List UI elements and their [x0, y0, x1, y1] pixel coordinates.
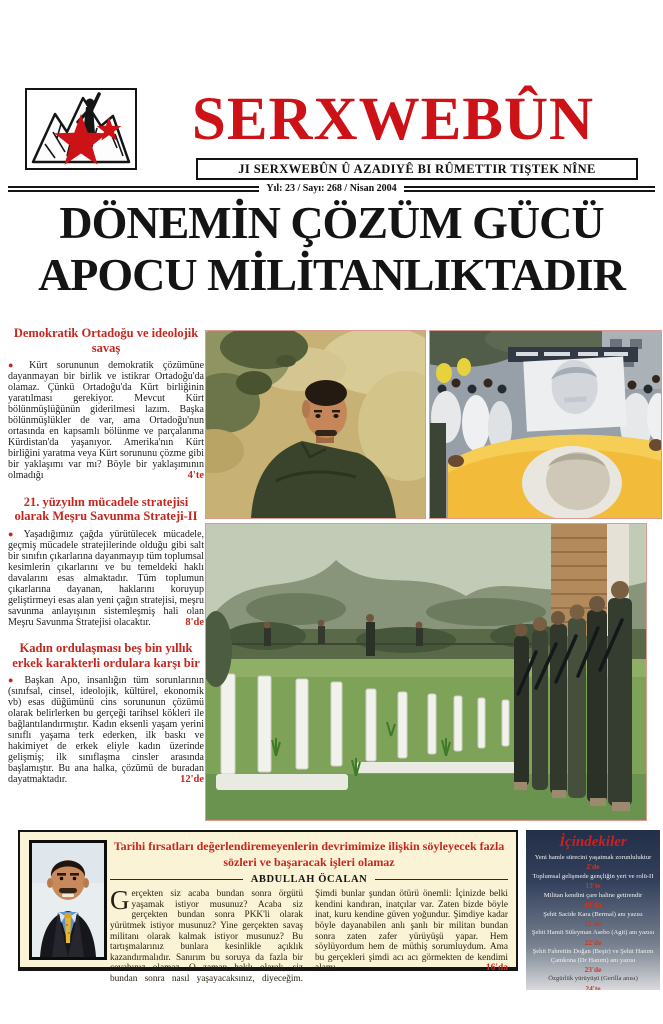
- headline-line-2: APOCU MİLİTANLIKTADIR: [38, 249, 625, 301]
- headline-line-1: DÖNEMİN ÇÖZÜM GÜCÜ: [59, 197, 604, 248]
- contents-item-text: Şehit Fahrettin Doğan (Beşir) ve Şehit Hanım Çamkona (Dr Hanım) anı yazısı: [532, 948, 654, 964]
- paper-title: SERXWEBÛN: [191, 86, 595, 153]
- contents-item-page: 2'de: [586, 862, 600, 872]
- serxwebun-logo: [25, 88, 137, 170]
- page-ref: 16'da: [485, 963, 508, 974]
- contents-item: [530, 892, 656, 910]
- article-title: Kadın ordulaşması beş bin yıllık erkek karakterli ordulara karşı bir: [12, 641, 200, 670]
- photo-ocalan-field: [205, 330, 426, 519]
- contents-title: İçindekiler: [559, 834, 627, 850]
- feature-title: Tarihi fırsatları değerlendiremeyenlerin devrimimize ilişkin söyleyecek fazla sözleri ve başaracak işleri olamaz: [113, 839, 505, 869]
- contents-item: [530, 975, 656, 990]
- page-ref: 4'te: [187, 470, 204, 481]
- feature-article-box: [18, 830, 518, 984]
- contents-item: [530, 948, 656, 974]
- contents-item-page: 22'de: [584, 937, 602, 947]
- contents-item: [530, 854, 656, 872]
- front-page-teasers: [8, 326, 204, 799]
- dateline-row: [8, 183, 655, 194]
- contents-item-text: Yeni hamle sürecini yaşatmak zorunluluktur: [534, 854, 652, 861]
- photo-martyrs-cemetery: [205, 523, 647, 821]
- article-summary: Yaşadığımız çağda yürütülecek mücadele, geçmiş mücadele stratejilerinde olduğu gibi salt bir sınıfın çıkarlarına dayanmayıp tüm toplumsal kesimlerin çıkarlarını ve bu temeldeki haklı davalarını esas almaktadır. Tüm toplumun çıkarlarına dayanan, haklarını koruyup geliştirmeyi esas alan yeni çağın stratejisi, meşru savunma anlayışının sistemleşmiş hali olan Meşru Savunma Stratejisi olacaktır.: [8, 528, 204, 628]
- article-teaser: [8, 326, 204, 482]
- article-teaser: [8, 641, 204, 786]
- contents-item-text: Şehit Hamit Süleyman Asebo (Agit) anı yazısı: [531, 929, 655, 937]
- contents-item: [530, 929, 656, 947]
- feature-body: [110, 885, 508, 984]
- page-ref: 12'de: [180, 774, 204, 786]
- contents-item-text: Toplumsal gelişmede gençliğin yeri ve rolü-II: [532, 872, 654, 880]
- feature-text: erçekten siz acaba bundan sonra örgütü yaşamak istiyor musunuz? Acaba siz gerçekten bundan sonra PKK'li olarak yürütmek istiyor musunuz? Yine gerçekten savaş militanı olarak kalmak istiyor musunuz? Bu tartışmalarınız bunlara kesinlikle açıklık kazandırmalıdır. Sanırım bu soruya da fazla bir cevabınız olamaz. O zaman haklı olarak, siz bundan sonra nasıl yaşayacaksınız, diyeceğim. Şimdi bunlar şundan ötürü önemli: İçinizde belki kendini kandıran, inatçılar var. Zaten bizde böyle inat, kuru kendine güven yoğundur. Şimdiye kadar böyle dayanabilen anlı şanlı bir militan bundan sonra zaten zafer yürüyüşü yapar. Hem söylüyordum hem de müthiş sorumluydum. Ama bu gerçekleri şimdi acı acı görmekten de kendimi alamı-: [110, 889, 508, 984]
- contents-item-page: 21'de: [584, 918, 602, 928]
- issue-dateline: Yıl: 23 / Sayı: 268 / Nisan 2004: [266, 183, 397, 194]
- contents-item-page: 13'te: [585, 881, 601, 891]
- paper-tagline: JI SERXWEBÛN Û AZADIYÊ BI RÛMETTIR TIŞTEK NÎNE: [196, 158, 638, 180]
- rule-right: [404, 186, 655, 192]
- main-headline: [0, 197, 663, 302]
- contents-item-text: Şehit Sacide Kara (Bermal) anı yazısı: [543, 910, 643, 918]
- drop-cap: G: [110, 885, 130, 916]
- article-teaser: [8, 495, 204, 629]
- article-summary: Kürt sorununun demokratik çözümüne dayanmayan bir birlik ve istikrar Ortadoğu'da olamaz. Çünkü Ortadoğu'da Kürt birliğinin yaratılması gerekiyor. Mevcut Kürt bölünmüşlüğünün giderilmesi lazım. Başka bölünmüşlükler de var, ama Ortadoğu'nun ortasında en kapsamlı bölünme ve parçalanma Kürdistan'da yaşanıyor. Amerika'nın Kürt birliğini yaratma veya Kürt sorununu çözme gibi bir yaklaşımı var mı? Böyle bir yaklaşımının olmadığı: [8, 360, 204, 481]
- bullet-icon: [8, 360, 29, 371]
- photo-crowd-banners: [429, 330, 662, 519]
- contents-item: [530, 873, 656, 891]
- bullet-icon: [8, 529, 24, 540]
- article-title: 21. yüzyılın mücadele stratejisi olarak Meşru Savunma Strateji-II: [14, 494, 198, 524]
- article-title: Demokratik Ortadoğu ve ideolojik savaş: [13, 326, 199, 355]
- contents-box: [526, 830, 660, 990]
- mountain-star-logo-icon: [27, 90, 135, 168]
- contents-item: [530, 911, 656, 929]
- contents-item-page: 19'da: [584, 899, 602, 909]
- contents-item-text: Özgürlük yürüyüşü (Gerilla anısı): [548, 975, 638, 983]
- page-ref: 8'de: [185, 616, 204, 628]
- feature-author: ABDULLAH ÖCALAN: [250, 874, 368, 886]
- contents-item-page: 23'de: [584, 964, 602, 974]
- contents-item-text: Militan kendini çare haline getirendir: [543, 891, 643, 899]
- author-row: [110, 874, 508, 885]
- author-rule-right: [375, 879, 508, 880]
- contents-item-page: 24'te: [585, 983, 601, 990]
- rule-left: [8, 186, 259, 192]
- photo-ocalan-suit: [29, 840, 107, 960]
- article-summary: Başkan Apo, insanlığın tüm sorunlarının (sınıfsal, cinsel, ideolojik, kültürel, ekonomik vb) esas düğümünü cins sorununun çözümü olarak belirlerken bu gerçeği tarihsel kökleri ile bağlantılandırmıştır. Kadın eksenli yaşam yerini sınıflı yaşama terk ederken, ilk baskı ve hakimiyet de erkek eliyle kadın üzerinde gelişmiş; ilk sınıflaşma cinsler arasında başlamıştır. Bu ana halka, çözümü de buradan dayatmaktadır.: [8, 675, 204, 786]
- author-rule-left: [110, 879, 243, 880]
- bullet-icon: [8, 675, 24, 686]
